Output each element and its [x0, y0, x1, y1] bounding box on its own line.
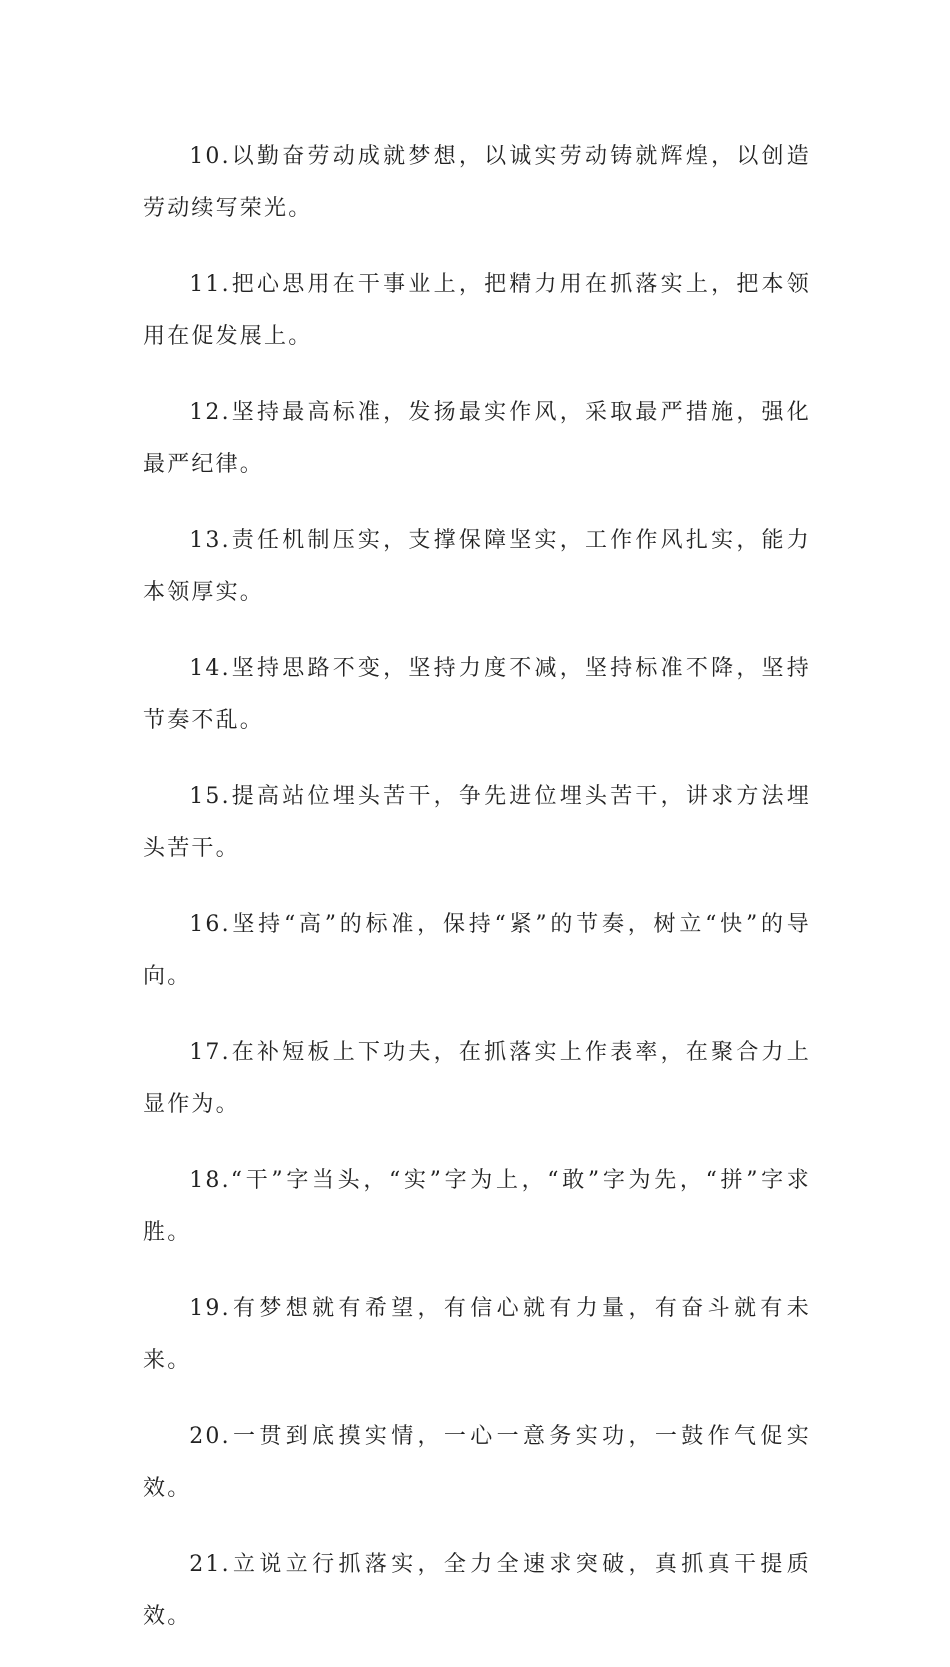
paragraph-18: 18.“干”字当头，“实”字为上，“敢”字为先，“拼”字求胜。: [143, 1168, 811, 1245]
paragraph-10: 10.以勤奋劳动成就梦想，以诚实劳动铸就辉煌，以创造劳动续写荣光。: [143, 144, 811, 221]
paragraph-13: 13.责任机制压实，支撑保障坚实，工作作风扎实，能力本领厚实。: [143, 528, 811, 605]
document-body: [143, 131, 811, 1667]
paragraph-21: 21.立说立行抓落实，全力全速求突破，真抓真干提质效。: [143, 1552, 811, 1629]
paragraph-15: 15.提高站位埋头苦干，争先进位埋头苦干，讲求方法埋头苦干。: [143, 784, 811, 861]
paragraph-20: 20.一贯到底摸实情，一心一意务实功，一鼓作气促实效。: [143, 1424, 811, 1501]
paragraph-17: 17.在补短板上下功夫，在抓落实上作表率，在聚合力上显作为。: [143, 1040, 811, 1117]
paragraph-16: 16.坚持“高”的标准，保持“紧”的节奏，树立“快”的导向。: [143, 912, 811, 989]
paragraph-12: 12.坚持最高标准，发扬最实作风，采取最严措施，强化最严纪律。: [143, 400, 811, 477]
paragraph-14: 14.坚持思路不变，坚持力度不减，坚持标准不降，坚持节奏不乱。: [143, 656, 811, 733]
paragraph-11: 11.把心思用在干事业上，把精力用在抓落实上，把本领用在促发展上。: [143, 272, 811, 349]
paragraph-19: 19.有梦想就有希望，有信心就有力量，有奋斗就有未来。: [143, 1296, 811, 1373]
